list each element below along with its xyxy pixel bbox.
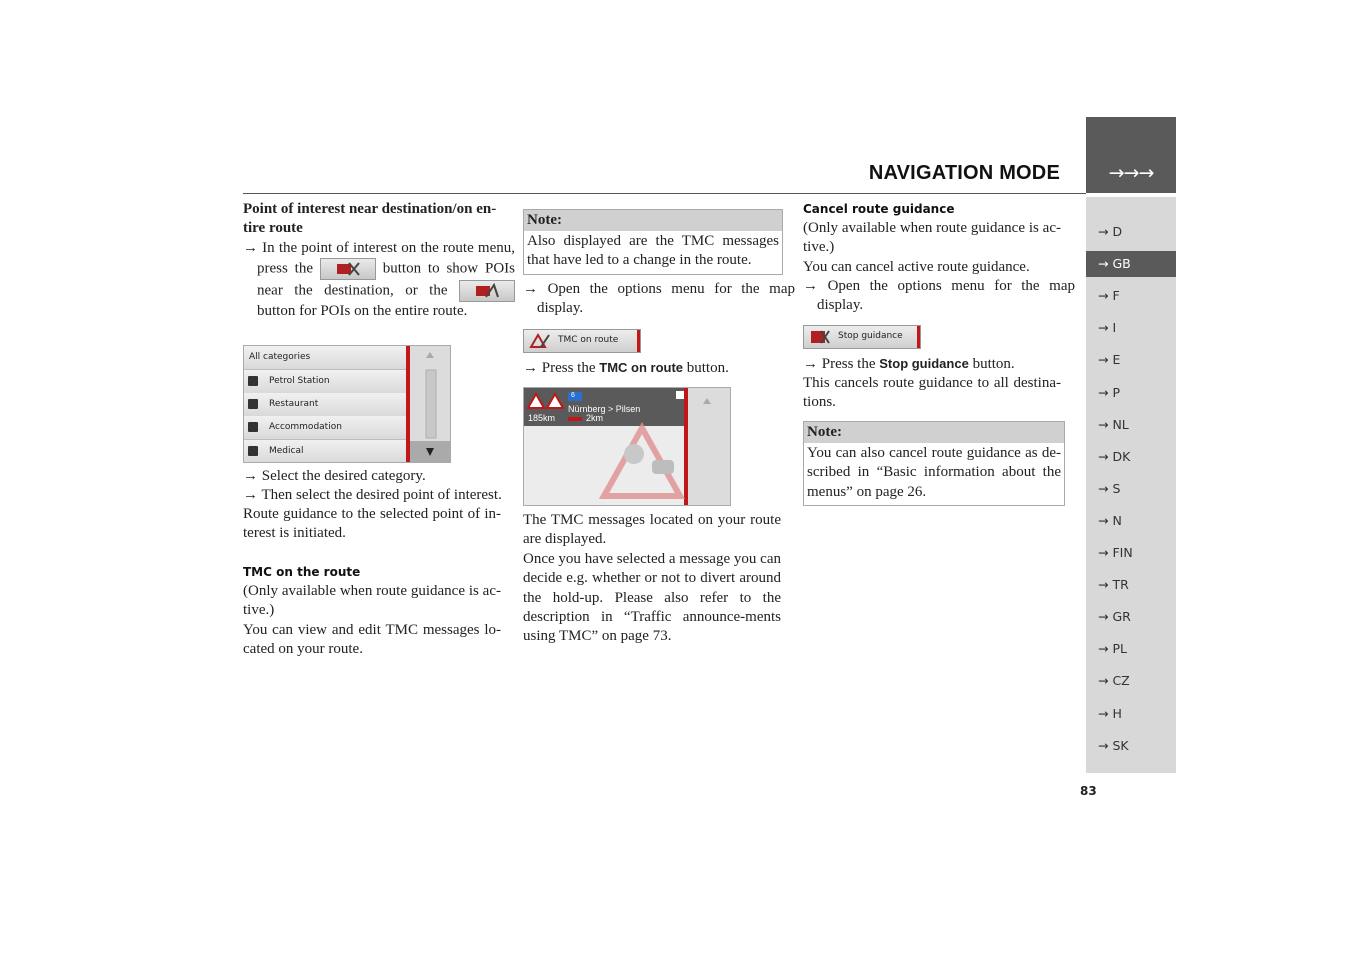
stop-guidance-icon (809, 329, 831, 345)
note-text: You can also cancel route guidance as de-scribed in “Basic information about the menus” on page 26. (807, 445, 1061, 500)
note-box (523, 209, 783, 275)
language-tab[interactable]: → I (1098, 320, 1117, 336)
heading-cancel-guidance: Cancel route guidance (803, 202, 955, 216)
tmc-messages-screenshot (523, 387, 731, 506)
bed-icon (248, 422, 258, 432)
language-tab[interactable]: → D (1098, 224, 1123, 239)
note-heading: Note: (524, 210, 782, 231)
language-tab[interactable]: → CZ (1098, 673, 1130, 689)
poi-destination-button (320, 258, 376, 280)
medical-icon (248, 446, 258, 456)
section-arrows: →→→ (1108, 162, 1154, 184)
step-text-c: button for POIs on the entire route. (257, 303, 468, 320)
language-tab[interactable]: → GR (1098, 609, 1131, 625)
page-title: NAVIGATION MODE (868, 162, 1060, 184)
step-poi-press (243, 239, 515, 322)
language-tab[interactable]: → F (1098, 288, 1120, 304)
step-press-tmc: → Press the TMC on route button. (523, 360, 729, 376)
step-text-b: button to show POIs near the destination, or the (257, 260, 515, 299)
language-tab[interactable]: → DK (1098, 448, 1131, 464)
language-tab[interactable]: → GB (1086, 251, 1176, 277)
step-open-options: → Open the options menu for the map display. (803, 278, 1075, 314)
language-tab[interactable]: → P (1098, 384, 1120, 400)
language-tab[interactable]: → E (1098, 352, 1121, 368)
paragraph: Once you have selected a message you can decide e.g. whether or not to divert around the hold-up. Please also refer to the description in “Traffic announce-ments using TMC” on page 73. (523, 551, 781, 645)
step-select-poi: → Then select the desired point of interest. (243, 487, 502, 503)
language-tab[interactable]: → S (1098, 480, 1121, 496)
paragraph: Route guidance to the selected point of in-terest is initiated. (243, 506, 501, 542)
list-item: Accommodation (244, 416, 406, 440)
list-item: All categories (244, 346, 406, 370)
step-press-stop: → Press the Stop guidance button. (803, 356, 1015, 372)
page-number: 83 (1080, 784, 1097, 798)
note-text: Also displayed are the TMC messages that have led to a change in the route. (527, 233, 779, 269)
step-text-a: → In the point of interest on the route menu, press the (243, 240, 515, 277)
language-tab[interactable]: → H (1098, 705, 1122, 721)
step-open-options: → Open the options menu for the map display. (523, 281, 795, 317)
list-item: Medical (244, 440, 406, 463)
heading-tmc-route: TMC on the route (243, 565, 361, 579)
language-tab[interactable]: → NL (1098, 416, 1129, 432)
stop-guidance-button-image: Stop guidance (803, 325, 921, 349)
paragraph: You can cancel active route guidance. (803, 259, 1030, 275)
language-tab[interactable]: → TR (1098, 577, 1129, 593)
list-item: Restaurant (244, 393, 406, 417)
poi-route-button (459, 280, 515, 302)
restaurant-icon (248, 399, 258, 409)
category-list-screenshot (243, 345, 451, 463)
header-rule (243, 193, 1086, 194)
note-heading: Note: (804, 422, 1064, 443)
tmc-badge: 6 (571, 392, 575, 399)
stop-guidance-label: Stop guidance (879, 356, 969, 371)
language-tab[interactable]: → FIN (1098, 545, 1133, 560)
language-tab[interactable]: → PL (1098, 641, 1127, 657)
scrollbar (410, 346, 450, 462)
language-tab[interactable]: → N (1098, 512, 1122, 528)
tmc-length: 2km (586, 413, 604, 423)
paragraph: You can view and edit TMC messages lo-cated on your route. (243, 622, 501, 658)
paragraph: This cancels route guidance to all destina-tions. (803, 375, 1061, 411)
list-item: Petrol Station (244, 370, 406, 394)
tmc-warning-icon (529, 333, 551, 349)
tmc-on-route-button-image: TMC on route (523, 329, 641, 353)
paragraph: The TMC messages located on your route are displayed. (523, 512, 781, 548)
tmc-on-route-label: TMC on route (599, 360, 684, 375)
tmc-distance: 185km (528, 413, 556, 423)
paragraph: (Only available when route guidance is ac-tive.) (803, 220, 1061, 256)
paragraph: (Only available when route guidance is ac-tive.) (243, 583, 501, 619)
scroll-up-icon (426, 352, 434, 358)
heading-poi: Point of interest near destination/on en-tire route (243, 201, 497, 237)
language-tab[interactable]: → SK (1098, 737, 1129, 753)
petrol-icon (248, 376, 258, 386)
tmc-route-text: Nürnberg > Pilsen (568, 404, 641, 414)
note-box (803, 421, 1065, 506)
step-select-category: → Select the desired category. (243, 468, 426, 484)
